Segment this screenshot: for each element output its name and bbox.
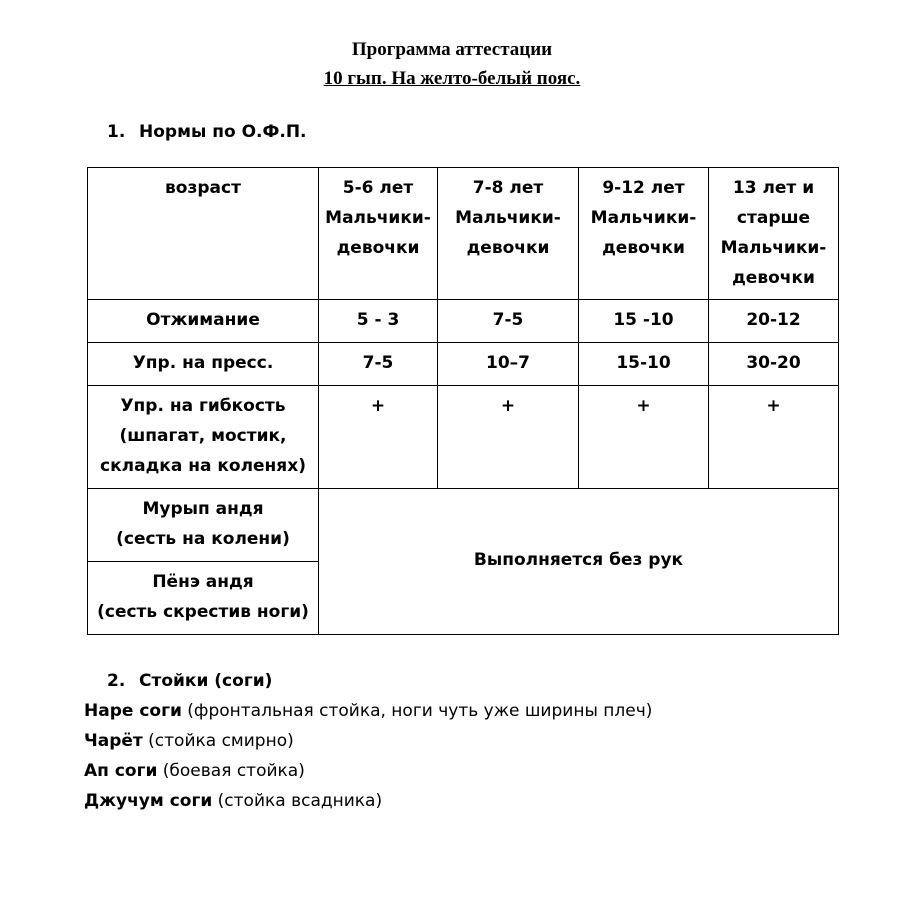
document-subtitle: 10 гып. На желто-белый пояс. [323,68,581,89]
value-cell: 20-12 [709,300,839,343]
stance-description: (стойка всадника) [212,791,383,811]
list-item [84,728,294,754]
table-row [88,343,839,386]
value-cell: 10–7 [438,343,579,386]
stance-description: (фронтальная стойка, ноги чуть уже ширины плеч) [181,701,653,721]
value-cell: + [319,386,438,489]
value-cell: 30-20 [709,343,839,386]
row-label-cell: Мурып андя (сесть на колени) [88,489,319,562]
section-2-title: Стойки (соги) [139,671,273,691]
header-age-group-cell: 5-6 лет Мальчики- девочки [319,168,438,300]
list-item [84,758,305,784]
stance-description: (стойка смирно) [142,731,294,751]
value-cell: + [709,386,839,489]
norms-table [87,167,839,635]
section-1-heading [107,119,307,145]
section-2-number: 2. [107,671,126,691]
header-age-group-cell: 9-12 лет Мальчики- девочки [579,168,709,300]
section-2-heading [107,668,272,694]
document-title: Программа аттестации [351,39,553,60]
stance-term: Ап соги [84,761,158,781]
value-cell: 5 - 3 [319,300,438,343]
value-cell: + [438,386,579,489]
table-row [88,386,839,489]
value-cell: + [579,386,709,489]
row-label-cell: Пёнэ андя (сесть скрестив ноги) [88,562,319,635]
header-age-group-cell: 7-8 лет Мальчики- девочки [438,168,579,300]
stance-term: Чарёт [84,731,143,751]
header-age-group-cell: 13 лет и старше Мальчики- девочки [709,168,839,300]
header-age-cell: возраст [88,168,319,300]
row-label-cell: Упр. на пресс. [88,343,319,386]
section-1-title: Нормы по О.Ф.П. [139,122,307,142]
list-item [84,698,652,724]
value-cell: 7-5 [438,300,579,343]
value-cell: 15-10 [579,343,709,386]
merged-value-cell: Выполняется без рук [319,489,839,635]
stance-term: Джучум соги [84,791,213,811]
section-1-number: 1. [107,122,126,142]
list-item [84,788,382,814]
stance-term: Наре соги [84,701,182,721]
value-cell: 15 -10 [579,300,709,343]
table-row [88,489,839,562]
table-header-row [88,168,839,300]
table-row [88,300,839,343]
row-label-cell: Упр. на гибкость (шпагат, мостик, складка на коленях) [88,386,319,489]
row-label-cell: Отжимание [88,300,319,343]
stance-description: (боевая стойка) [157,761,305,781]
value-cell: 7-5 [319,343,438,386]
